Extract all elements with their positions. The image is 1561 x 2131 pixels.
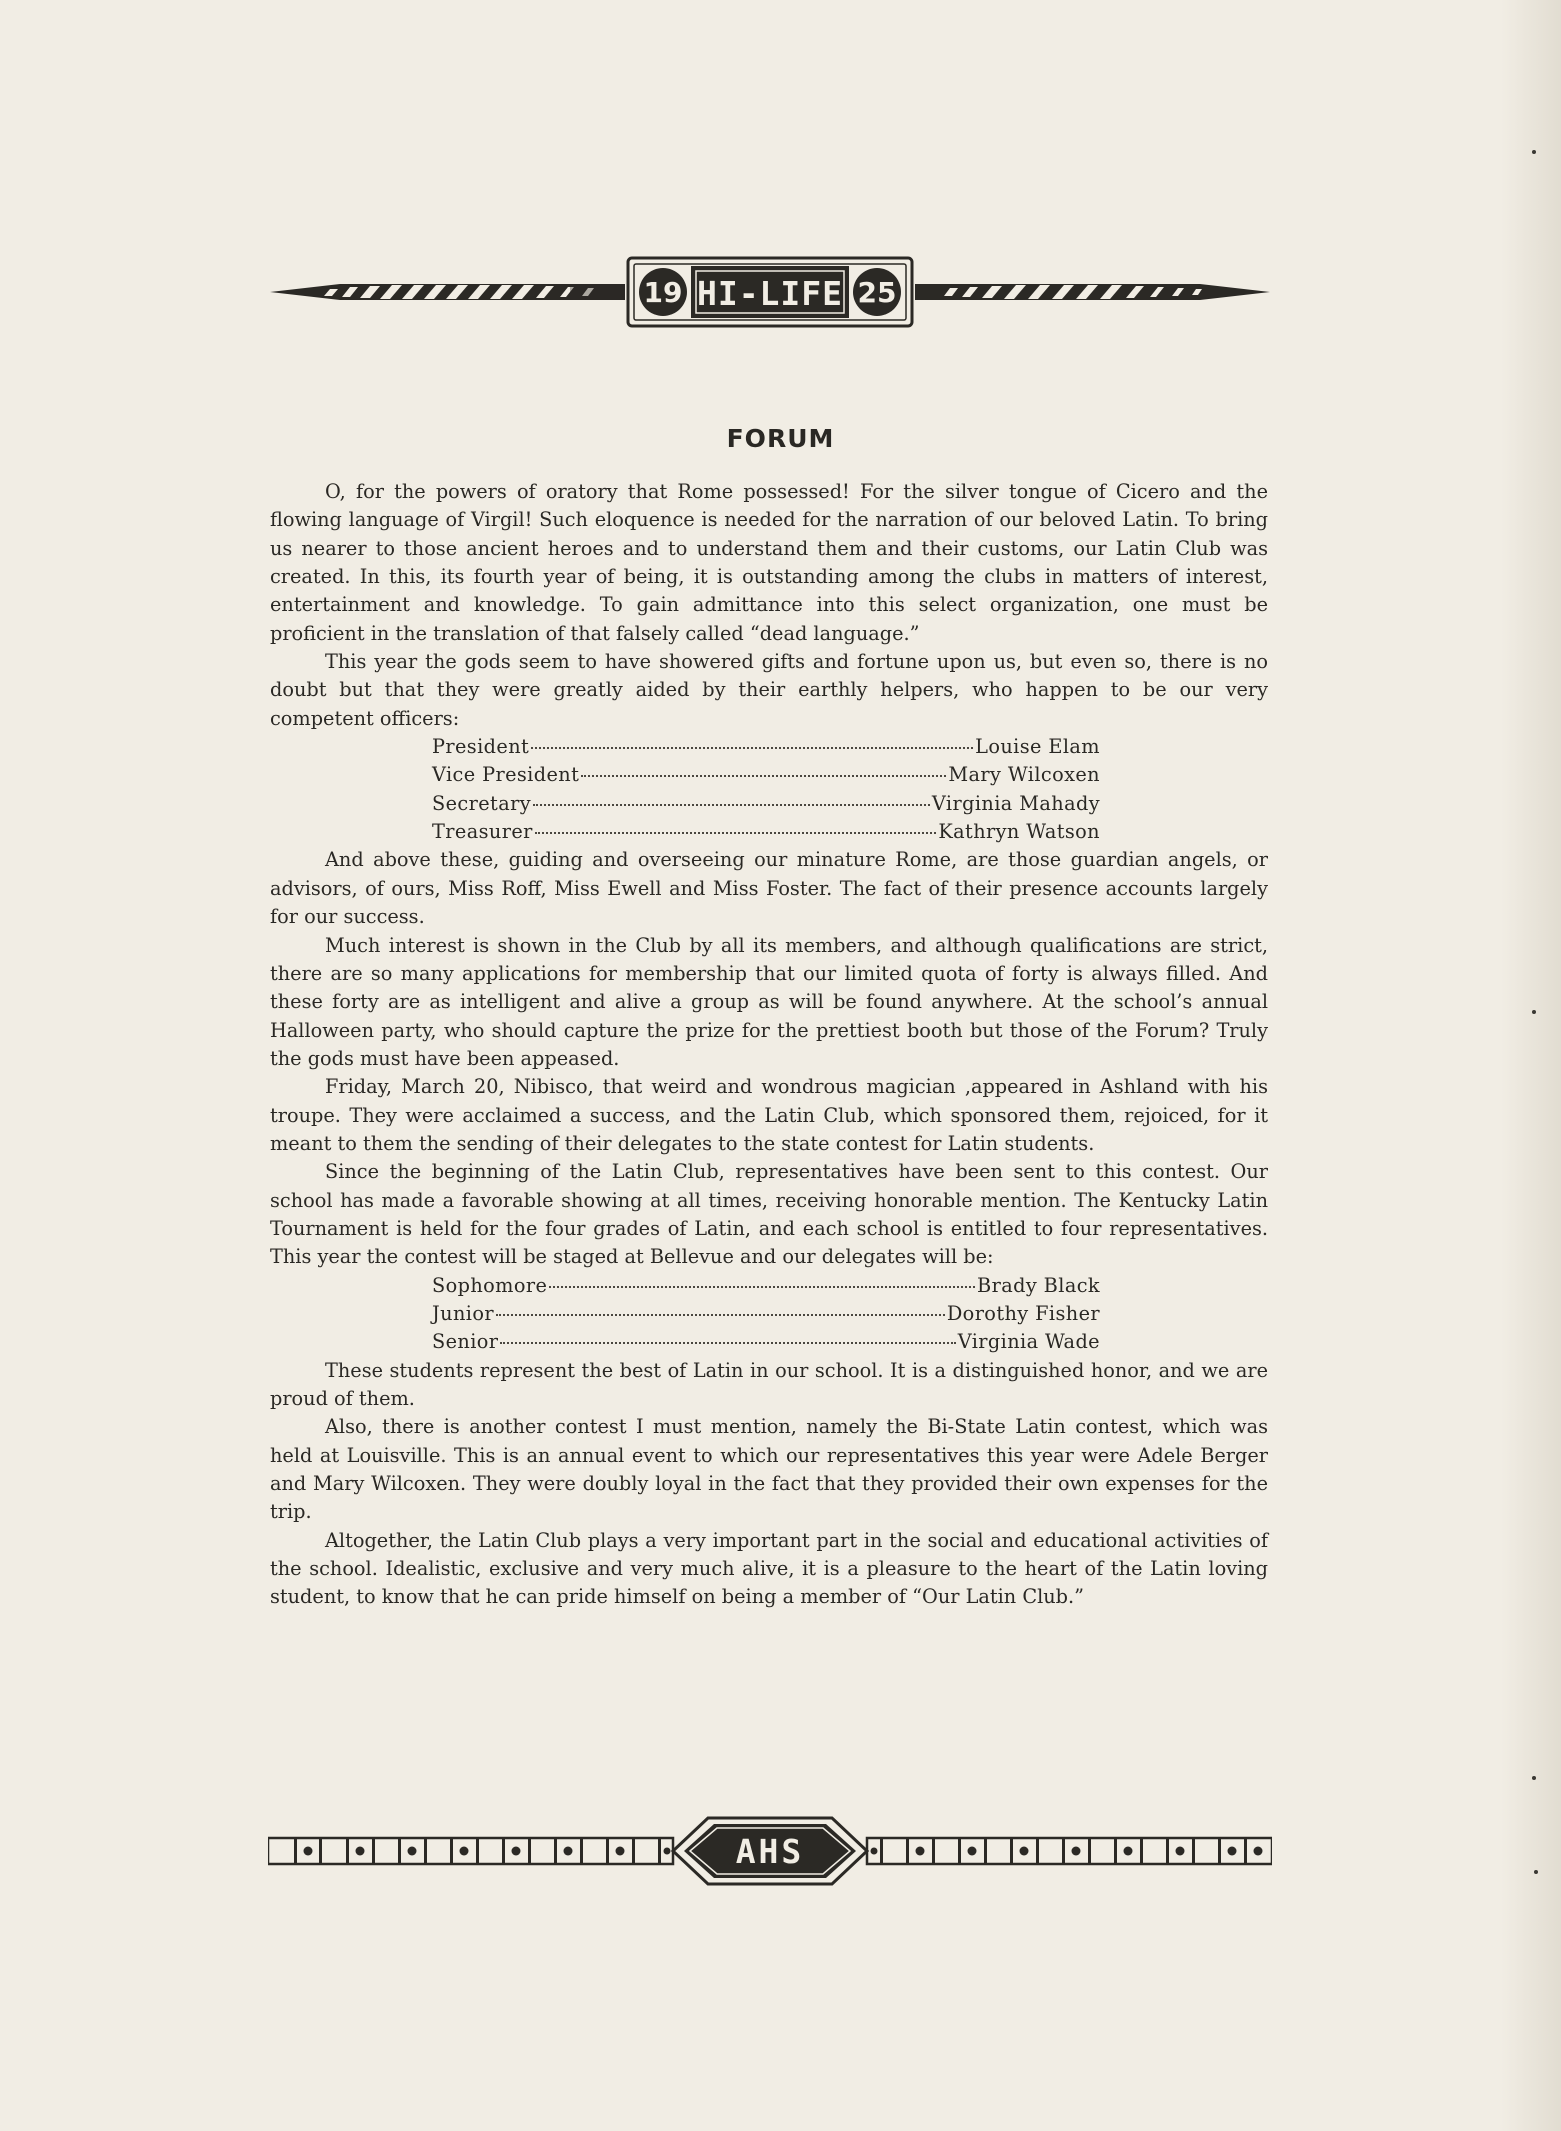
paragraph: Friday, March 20, Nibisco, that weird and wondrous magician ,appeared in Ashland with his troupe. They were acclaimed a success, and the Latin Club, which sponsored them, rejoiced, for it meant to them the sending of their delegates to the state contest for Latin students. <box>270 1075 1268 1155</box>
paragraph: Since the beginning of the Latin Club, representatives have been sent to this contest. Our school has made a favorable showing at all times, receiving honorable mention. The Kentucky Latin Tournament is held for the four grades of Latin, and each school is entitled to four representatives. This year the contest will be staged at Bellevue and our delegates will be: <box>270 1160 1268 1269</box>
dot-leader <box>531 747 973 749</box>
officer-name: Virginia Mahady <box>931 791 1100 815</box>
page-edge-shadow <box>1501 0 1561 2131</box>
delegate-row <box>432 1328 1100 1356</box>
paragraph: Altogether, the Latin Club plays a very important part in the social and educational activities of the school. Idealistic, exclusive and very much alive, it is a pleasure to the heart of the Latin loving student, to know that he can pride himself on being a member of “Our Latin Club.” <box>270 1528 1268 1609</box>
delegate-grade: Junior <box>432 1301 494 1325</box>
delegate-name: Virginia Wade <box>957 1330 1100 1354</box>
dot-leader <box>496 1314 945 1316</box>
officer-name: Louise Elam <box>975 735 1100 759</box>
officer-role: Treasurer <box>432 820 533 844</box>
officer-name: Mary Wilcoxen <box>948 763 1100 787</box>
delegate-row <box>432 1300 1100 1328</box>
paper-speck <box>1534 1870 1538 1874</box>
header-year-right: 25 <box>857 276 897 309</box>
paper-speck <box>1532 1776 1536 1780</box>
officer-list <box>270 733 1268 846</box>
officer-role: Vice President <box>432 763 580 787</box>
paragraph: This year the gods seem to have showered gifts and fortune upon us, but even so, there is no doubt but that they were greatly aided by their earthly helpers, who happen to be our very competent officers: <box>270 650 1268 730</box>
delegate-grade: Sophomore <box>432 1273 548 1297</box>
officer-role: President <box>432 735 530 759</box>
page-title: FORUM <box>726 424 835 453</box>
delegate-grade: Senior <box>432 1330 499 1354</box>
officer-row <box>432 818 1100 846</box>
paper-speck <box>1532 150 1536 154</box>
dot-leader <box>549 1286 975 1288</box>
dot-leader <box>581 775 946 777</box>
header-year-left: 19 <box>643 276 683 309</box>
paragraph: These students represent the best of Latin in our school. It is a distinguished honor, and we are proud of them. <box>270 1358 1268 1410</box>
delegate-name: Dorothy Fisher <box>946 1301 1100 1325</box>
officer-row <box>432 733 1100 761</box>
officer-row <box>432 761 1100 789</box>
paragraph: And above these, guiding and overseeing our minature Rome, are those guardian angels, or advisors, of ours, Miss Roff, Miss Ewell and Miss Foster. The fact of their presence accounts largely for our success. <box>270 848 1268 929</box>
officer-row <box>432 790 1100 818</box>
delegate-list <box>270 1272 1268 1357</box>
footer-ornament <box>268 1812 1272 1886</box>
header-ornament <box>270 252 1270 332</box>
dot-leader <box>535 832 937 834</box>
officer-role: Secretary <box>432 791 531 815</box>
dot-leader <box>533 804 930 806</box>
footer-logo-text: AHS <box>735 1832 805 1871</box>
paragraph: Also, there is another contest I must mention, namely the Bi-State Latin contest, which was held at Louisville. This is an annual event to which our representatives this year were Adele Berger and Mary Wilcoxen. They were doubly loyal in the fact that they provided their own expenses for the trip. <box>270 1415 1268 1524</box>
header-logo-text: HI-LIFE <box>696 274 844 313</box>
officer-name: Kathryn Watson <box>938 820 1100 844</box>
paragraph: O, for the powers of oratory that Rome possessed! For the silver tongue of Cicero and the flowing language of Virgil! Such eloquence is needed for the narration of our beloved Latin. To bring us nearer to those ancient heroes and to understand them and their customs, our Latin Club was created. In this, its fourth year of being, it is outstanding among the clubs in matters of interest, entertainment and knowledge. To gain admittance into this select organization, one must be proficient in the translation of that falsely called “dead language.” <box>270 480 1268 645</box>
delegate-name: Brady Black <box>977 1273 1100 1297</box>
paper-speck <box>1532 1010 1536 1014</box>
delegate-row <box>432 1272 1100 1300</box>
dot-leader <box>500 1342 955 1344</box>
article-body <box>270 478 1268 1612</box>
paragraph: Much interest is shown in the Club by all its members, and although qualifications are strict, there are so many applications for membership that our limited quota of forty is always filled. And these forty are as intelligent and alive a group as will be found anywhere. At the school’s annual Halloween party, who should capture the prize for the prettiest booth but those of the Forum? Truly the gods must have been appeased. <box>270 933 1268 1070</box>
